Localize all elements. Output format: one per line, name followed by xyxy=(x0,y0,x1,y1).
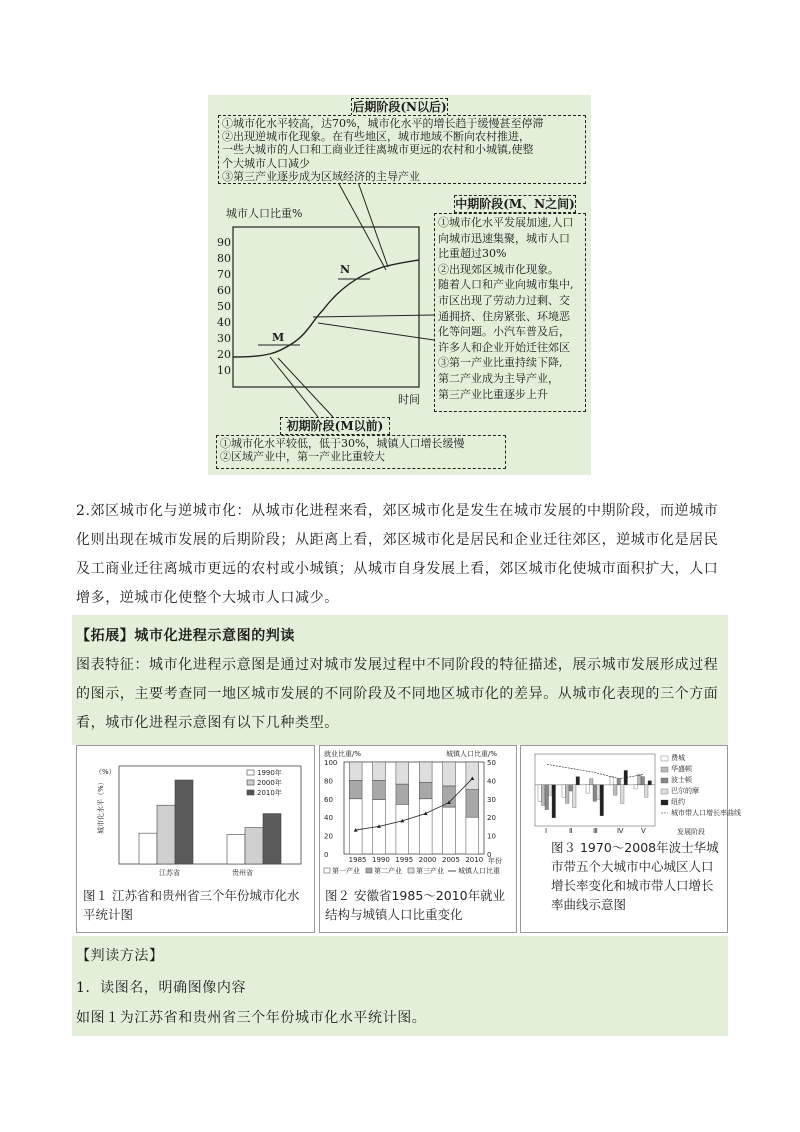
figure-2 xyxy=(319,745,517,933)
early-line: ①城市化水平较低，低于30%，城镇人口增长缓慢 xyxy=(220,437,465,450)
fig1-category-guizhou: 贵州省 xyxy=(232,869,253,877)
figure-3-caption: 图３ 1970～2008年波士华城市带五个大城市中心城区人口增长率变化和城市带人口增长率曲线示意图 xyxy=(551,840,719,912)
late-stage-title-box xyxy=(351,98,448,116)
fig2-right-ticks xyxy=(487,759,496,859)
fig2-legend-swatch-tertiary xyxy=(408,868,414,873)
late-line: 一些大城市的人口和工商业迁往离城市更远的农村和小城镇,使整 xyxy=(222,143,534,157)
fig1-y-unit: （%） xyxy=(95,768,116,776)
fig2-right-label: 城镇人口比重/% xyxy=(446,750,498,758)
fig2-x-tick: 1990 xyxy=(372,856,390,864)
fig1-legend-swatch-2000 xyxy=(247,780,254,785)
fig1-y-label: 城市化水平（%） xyxy=(97,778,105,834)
paragraph-chart-features: 图表特征：城市化进程示意图是通过对城市发展过程中不同阶段的特征描述，展示城市发展形成过程的图示，主要考查同一地区城市发展的不同阶段及不同地区城市化的差异。从城市化表现的三个方面看，城市化进程示意图有以下几种类型。 xyxy=(76,657,719,731)
middle-line: 许多人和企业开始迁往郊区 xyxy=(438,340,570,354)
figure-1-caption: 图１ 江苏省和贵州省三个年份城市化水平统计图 xyxy=(83,888,300,922)
fig3-x-tick: Ⅲ xyxy=(593,827,598,835)
fig2-left-tick: 40 xyxy=(324,814,333,823)
fig3-bar xyxy=(600,785,604,816)
fig1-bar xyxy=(175,780,193,864)
late-stage-text xyxy=(219,116,585,184)
late-line: ②出现逆城市化现象。在有些地区，城市地域不断向农村推进， xyxy=(222,130,530,144)
fig1-category-jiangsu: 江苏省 xyxy=(159,869,180,877)
fig2-right-tick: 40 xyxy=(487,777,496,786)
y-tick: 30 xyxy=(217,332,231,345)
fig3-x-unit: 发展阶段 xyxy=(677,828,705,836)
fig2-bar-segment xyxy=(373,780,386,799)
late-line: 个大城市人口减少 xyxy=(222,156,310,170)
method-step-1: 1．读图名，明确图像内容 xyxy=(76,980,247,996)
fig3-bar xyxy=(549,785,553,795)
fig3-legend-label: 巴尔的摩 xyxy=(671,787,699,795)
fig3-bar xyxy=(648,781,652,785)
middle-line: 比重超过30% xyxy=(438,247,507,261)
fig2-x-tick: 1985 xyxy=(348,856,367,864)
fig2-bar-segment xyxy=(419,799,432,854)
urbanization-curve xyxy=(233,260,419,357)
fig2-bar-segment xyxy=(349,799,362,854)
fig3-bar xyxy=(566,785,570,804)
fig3-bar xyxy=(590,779,594,785)
point-m-label: M xyxy=(272,331,285,344)
early-stage-title: 初期阶段(M以前) xyxy=(286,419,384,433)
fig3-bar xyxy=(617,779,621,785)
fig2-left-tick: 100 xyxy=(324,759,338,767)
fig3-legend-swatch xyxy=(661,778,668,783)
fig3-x-ticks xyxy=(545,827,646,835)
fig2-bar-segment xyxy=(466,817,479,854)
fig3-x-tick: Ⅴ xyxy=(641,827,646,835)
middle-stage-text xyxy=(435,214,585,403)
fig3-bar xyxy=(597,785,601,799)
fig3-bar xyxy=(610,777,614,785)
figure-3 xyxy=(520,745,741,933)
fig2-bar-segment xyxy=(419,762,432,782)
fig2-left-label: 就业比重/% xyxy=(324,750,362,758)
fig3-bar xyxy=(545,785,549,810)
fig3-legend-label: 波士顿 xyxy=(671,776,692,784)
fig3-legend-label: 城市带人口增长率曲线 xyxy=(671,809,741,817)
middle-line: 第三产业比重逐步上升 xyxy=(438,387,548,401)
fig3-x-tick: Ⅰ xyxy=(545,827,548,835)
fig3-x-tick: Ⅱ xyxy=(569,827,573,835)
middle-line: ③第一产业比重持续下降, xyxy=(438,356,563,370)
fig2-legend-primary: 第一产业 xyxy=(332,867,360,875)
fig1-bar xyxy=(139,833,157,864)
fig2-left-ticks xyxy=(324,759,337,859)
fig1-legend-swatch-1990 xyxy=(247,770,254,775)
middle-line: 第二产业成为主导产业， xyxy=(438,371,559,385)
y-tick: 50 xyxy=(217,300,231,313)
fig2-x-unit: 年份 xyxy=(488,857,502,865)
y-tick: 60 xyxy=(217,284,231,297)
late-stage-text-box xyxy=(218,115,586,184)
fig3-megalopolis-line xyxy=(547,764,643,778)
fig2-legend-swatch-primary xyxy=(324,868,330,873)
fig2-x-ticks xyxy=(349,856,483,864)
early-line: ②区域产业中，第一产业比重较大 xyxy=(220,450,385,464)
fig1-bar xyxy=(245,828,263,864)
fig2-right-tick: 10 xyxy=(487,832,496,841)
middle-line: 化等问题。小汽车普及后， xyxy=(438,325,570,339)
fig3-bar xyxy=(634,785,638,789)
y-tick: 10 xyxy=(217,364,231,377)
early-stage-text-box xyxy=(216,435,506,469)
fig3-bar xyxy=(573,785,577,808)
fig2-x-tick: 2005 xyxy=(442,856,460,864)
fig2-bar-segment xyxy=(443,762,456,786)
fig2-urban-population-points xyxy=(354,777,475,832)
middle-line: 随着人口和产业向城市集中, xyxy=(438,278,574,292)
fig3-bar xyxy=(562,785,566,797)
fig1-legend-2010: 2010年 xyxy=(257,789,282,797)
fig3-legend-swatch xyxy=(661,767,668,772)
fig2-x-tick: 2010 xyxy=(465,856,484,864)
urbanization-stage-diagram xyxy=(208,95,591,475)
fig1-legend-1990: 1990年 xyxy=(257,769,282,777)
fig2-left-tick: 20 xyxy=(324,832,333,841)
fig2-legend xyxy=(324,866,500,875)
fig2-x-tick: 1995 xyxy=(395,856,414,864)
figure-1 xyxy=(76,745,315,933)
fig2-legend-secondary: 第二产业 xyxy=(374,867,402,875)
early-stage-text xyxy=(217,436,505,464)
fig2-plot-frame xyxy=(344,762,484,854)
y-tick: 70 xyxy=(217,268,231,281)
middle-stage-leader-2 xyxy=(318,323,434,340)
fig3-bar xyxy=(638,775,642,785)
fig3-x-tick: Ⅳ xyxy=(617,827,624,835)
fig2-x-tick: 2000 xyxy=(418,856,437,864)
fig2-bar-segment xyxy=(466,762,479,790)
fig2-bar-segment xyxy=(396,762,409,784)
fig3-bar xyxy=(542,785,546,806)
method-step-1-text: 如图１为江苏省和贵州省三个年份城市化水平统计图。 xyxy=(76,1010,427,1026)
y-tick: 40 xyxy=(217,316,231,329)
fig3-bar xyxy=(576,777,580,785)
figure-1-chart xyxy=(77,746,314,881)
paragraph-suburbanization: 2.郊区城市化与逆城市化：从城市化进程来看，郊区城市化是发生在城市发展的中期阶段，而逆城市化则出现在城市发展的后期阶段；从距离上看，郊区城市化是居民和企业迁往郊区，逆城市化是居民及工商业迁往离城市更远的农村或小城镇；从城市自身发展上看，郊区城市化使城市面积扩大，人口增多，逆城市化使整个大城市人口减少。 xyxy=(76,503,719,606)
fig1-bar xyxy=(263,814,281,864)
middle-line: ①城市化水平发展加速,人口 xyxy=(438,216,574,229)
middle-stage-title: 中期阶段(M、N之间) xyxy=(455,197,575,211)
fig3-bars xyxy=(538,770,652,817)
late-stage-title: 后期阶段(N以后) xyxy=(352,100,447,114)
fig1-bar xyxy=(227,835,245,864)
middle-line: 向城市迅速集聚，城市人口 xyxy=(438,231,570,245)
fig2-right-tick: 20 xyxy=(487,814,496,823)
fig3-bar xyxy=(593,785,597,801)
y-axis-label: 城市人口比重% xyxy=(226,207,303,220)
middle-stage-title-box xyxy=(454,195,576,213)
late-line: ①城市化水平较高，达70%，城市化水平的增长趋于缓慢甚至停滞 xyxy=(222,117,544,130)
fig3-legend-swatch xyxy=(661,800,668,805)
fig2-bar-segment xyxy=(349,780,362,798)
late-line: ③第三产业逐步成为区域经济的主导产业 xyxy=(222,169,420,183)
y-tick-labels xyxy=(213,235,231,379)
y-tick: 90 xyxy=(217,236,231,249)
fig2-bar-segment xyxy=(396,784,409,804)
fig3-bar xyxy=(614,785,618,795)
fig3-bar xyxy=(641,777,645,785)
middle-line: 市区出现了劳动力过剩、交 xyxy=(438,293,570,307)
fig2-bar-segment xyxy=(419,782,432,799)
fig2-left-tick: 0 xyxy=(324,851,329,859)
fig3-legend-swatch xyxy=(661,789,668,794)
fig1-bar xyxy=(157,805,175,864)
point-n-label: N xyxy=(340,263,351,276)
figure-strip xyxy=(76,745,741,931)
fig1-legend-2000: 2000年 xyxy=(257,779,282,787)
figure-2-chart xyxy=(320,746,516,881)
fig2-bar-segment xyxy=(373,762,386,780)
fig2-bar-segment xyxy=(349,762,362,780)
x-axis-label: 时间 xyxy=(398,393,420,406)
fig3-bar xyxy=(621,785,625,804)
fig3-legend xyxy=(661,753,741,817)
extension-heading: 【拓展】城市化进程示意图的判读 xyxy=(76,628,295,644)
fig3-bar xyxy=(569,785,573,791)
late-stage-leader xyxy=(338,182,386,270)
fig2-right-tick: 50 xyxy=(487,759,496,767)
fig2-left-tick: 60 xyxy=(324,795,333,804)
late-stage-leader-2 xyxy=(358,182,388,267)
fig1-legend xyxy=(247,768,282,797)
fig1-legend-swatch-2010 xyxy=(247,790,254,795)
fig2-left-tick: 80 xyxy=(324,777,333,786)
fig2-legend-swatch-secondary xyxy=(366,868,372,873)
fig2-legend-tertiary: 第三产业 xyxy=(416,867,444,875)
y-tick: 20 xyxy=(217,348,231,361)
fig3-legend-label: 纽约 xyxy=(671,798,685,806)
fig2-right-tick: 0 xyxy=(487,851,492,859)
middle-line: ②出现郊区城市化现象。 xyxy=(438,262,559,276)
fig2-bar-segment xyxy=(443,807,456,854)
fig2-bar-segment xyxy=(466,790,479,818)
fig3-legend-swatch xyxy=(661,756,668,761)
fig2-right-tick: 30 xyxy=(487,795,496,804)
fig2-bar-segment xyxy=(396,804,409,854)
fig2-bars xyxy=(349,762,479,854)
middle-line: 通拥挤、住房紧张、环境恶 xyxy=(438,309,570,323)
y-tick: 80 xyxy=(217,252,231,265)
figure-2-caption: 图２ 安徽省1985～2010年就业结构与城镇人口比重变化 xyxy=(325,888,506,922)
fig3-legend-label: 华盛顿 xyxy=(671,765,692,773)
fig3-bar xyxy=(645,785,649,797)
early-stage-title-box xyxy=(280,417,390,435)
fig3-bar xyxy=(586,785,590,793)
fig3-bar xyxy=(538,785,542,801)
middle-stage-leader xyxy=(313,315,434,317)
middle-stage-text-box xyxy=(434,213,586,412)
fig3-bar xyxy=(552,785,556,818)
method-heading: 【判读方法】 xyxy=(76,948,164,964)
fig2-legend-urban: 城镇人口比重 xyxy=(458,867,500,875)
figure-3-chart xyxy=(521,746,741,836)
fig3-legend-label: 费城 xyxy=(671,754,685,762)
